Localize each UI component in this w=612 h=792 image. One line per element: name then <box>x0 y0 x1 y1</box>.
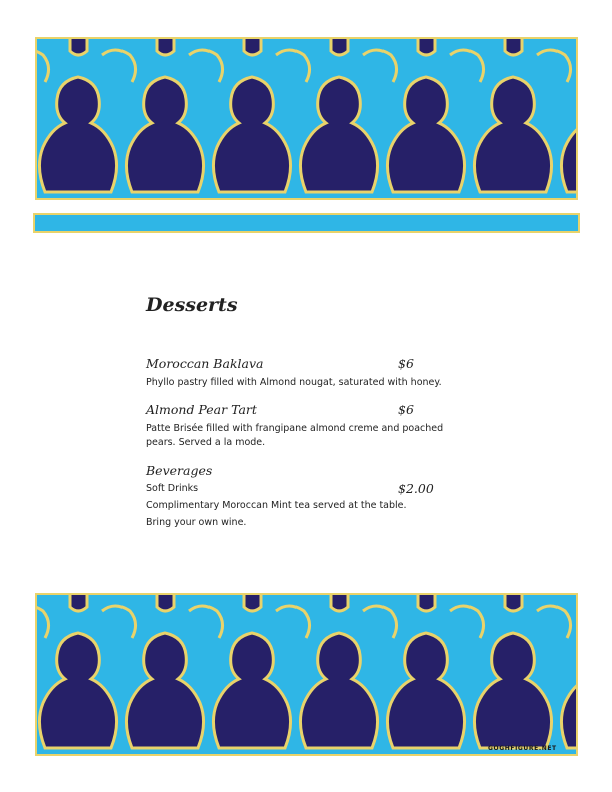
bottom-moroccan-pattern-banner <box>35 593 578 756</box>
mint-tea-note: Complimentary Moroccan Mint tea served at the table. <box>146 500 407 511</box>
item-price: $6 <box>398 356 414 371</box>
menu-item <box>146 402 456 450</box>
item-description: Phyllo pastry filled with Almond nougat, saturated with honey. <box>146 377 442 388</box>
top-moroccan-pattern-banner <box>35 37 578 200</box>
credit-text: GOGHFIGURE.NET <box>488 745 557 752</box>
item-price: $6 <box>398 402 414 417</box>
menu-item <box>146 356 456 390</box>
soft-drinks-price: $2.00 <box>398 481 434 496</box>
item-description: Patte Brisée filled with frangipane almond creme and poached pears. Served a la mode. <box>146 423 444 448</box>
blue-divider-stripe <box>34 214 579 232</box>
beverages-title: Beverages <box>146 463 213 478</box>
item-name: Almond Pear Tart <box>146 402 257 417</box>
item-name: Moroccan Baklava <box>146 356 264 371</box>
soft-drinks-label: Soft Drinks <box>146 483 199 494</box>
section-title: Desserts <box>146 294 238 316</box>
wine-note: Bring your own wine. <box>146 517 247 528</box>
